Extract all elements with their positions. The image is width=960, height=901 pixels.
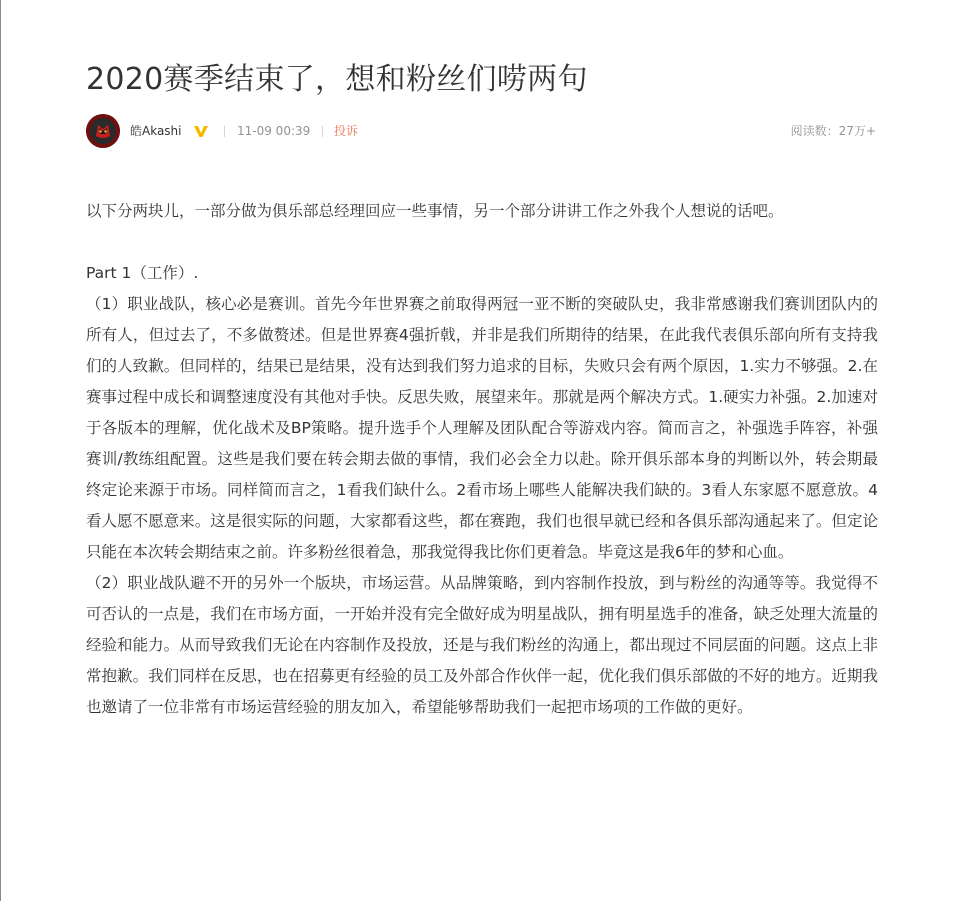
meta-divider: [224, 126, 225, 137]
article-meta: [86, 114, 878, 150]
team-logo-icon: [86, 114, 120, 148]
verified-v-badge-icon: [193, 123, 209, 139]
author-avatar[interactable]: [86, 114, 120, 148]
report-link[interactable]: 投诉: [334, 124, 359, 138]
meta-divider: [322, 126, 323, 137]
paragraph-2: （2）职业战队避不开的另外一个版块，市场运营。从品牌策略，到内容制作投放，到与粉丝的沟通等等。我觉得不可否认的一点是，我们在市场方面，一开始并没有完全做好成为明星战队，拥有明星选手的准备，缺乏处理大流量的经验和能力。从而导致我们无论在内容制作及投放，还是与我们粉丝的沟通上，都出现过不同层面的问题。这点上非常抱歉。我们同样在反思，也在招募更有经验的员工及外部合作伙伴一起，优化我们俱乐部做的不好的地方。近期我也邀请了一位非常有市场运营经验的朋友加入，希望能够帮助我们一起把市场项的工作做的更好。: [86, 574, 878, 716]
article-body: [86, 196, 878, 723]
part1-heading: Part 1（工作）.: [86, 264, 199, 282]
article-title: 2020赛季结束了，想和粉丝们唠两句: [86, 62, 588, 97]
paragraph-1: （1）职业战队，核心必是赛训。首先今年世界赛之前取得两冠一亚不断的突破队史，我非常感谢我们赛训团队内的所有人，但过去了，不多做赘述。但是世界赛4强折戟，并非是我们所期待的结果，在此我代表俱乐部向所有支持我们的人致歉。但同样的，结果已是结果，没有达到我们努力追求的目标，失败只会有两个原因，1.实力不够强。2.在赛事过程中成长和调整速度没有其他对手快。反思失败，展望来年。那就是两个解决方式。1.硬实力补强。2.加速对于各版本的理解，优化战术及BP策略。提升选手个人理解及团队配合等游戏内容。简而言之，补强选手阵容，补强赛训/教练组配置。这些是我们要在转会期去做的事情，我们必会全力以赴。除开俱乐部本身的判断以外，转会期最终定论来源于市场。同样简而言之，1看我们缺什么。2看市场上哪些人能解决我们缺的。3看人东家愿不愿意放。4看人愿不愿意来。这是很实际的问题，大家都看这些，都在赛跑，我们也很早就已经和各俱乐部沟通起来了。但定论只能在本次转会期结束之前。许多粉丝很着急，那我觉得我比你们更着急。毕竟这是我6年的梦和心血。: [86, 295, 878, 561]
post-date: 11-09 00:39: [237, 124, 311, 138]
read-count: 阅读数：27万+: [790, 124, 876, 138]
intro-paragraph: 以下分两块儿，一部分做为俱乐部总经理回应一些事情，另一个部分讲讲工作之外我个人想说的话吧。: [86, 202, 784, 220]
author-name[interactable]: 皓Akashi: [130, 124, 182, 138]
left-border: [0, 0, 1, 901]
